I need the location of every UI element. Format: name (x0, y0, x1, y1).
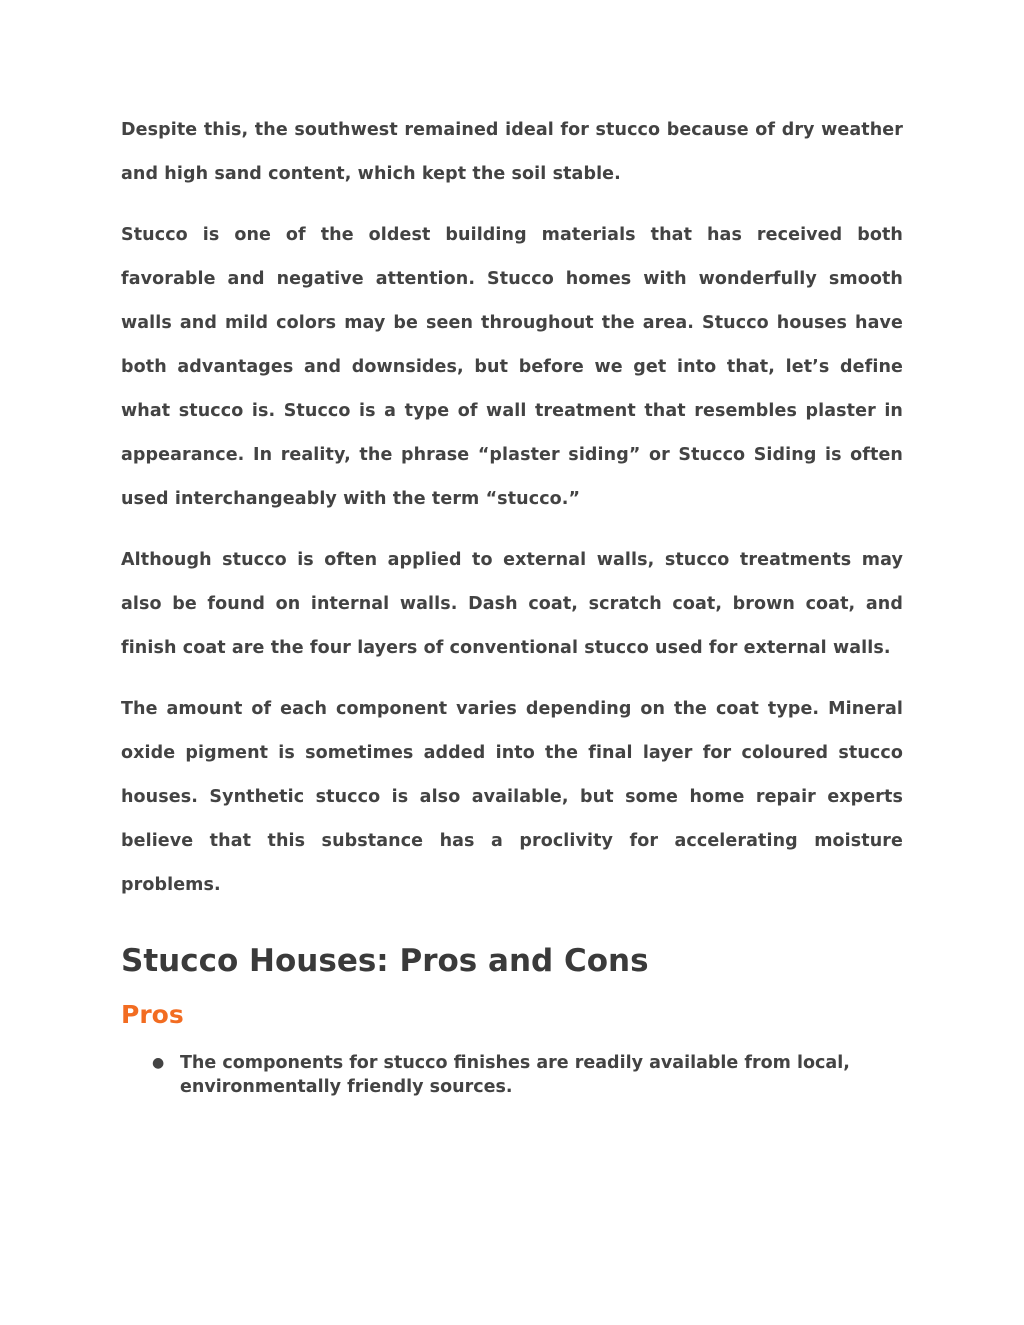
section-heading: Stucco Houses: Pros and Cons (121, 943, 649, 979)
list-item (152, 1051, 903, 1099)
paragraph-2: Stucco is one of the oldest building materials that has received both favorable and negative attention. Stucco homes with wonderfully smooth walls and mild colors may be seen throughout the area. Stucco houses have both advantages and downsides, but before we get into that, let’s define what stucco is. Stucco is a type of wall treatment that resembles plaster in appearance. In reality, the phrase “plaster siding” or Stucco Siding is often used interchangeably with the term “stucco.” (121, 225, 903, 509)
paragraph-4: The amount of each component varies depending on the coat type. Mineral oxide pigment is sometimes added into the final layer for coloured stucco houses. Synthetic stucco is also available, but some home repair experts believe that this substance has a proclivity for accelerating moisture problems. (121, 699, 903, 895)
paragraph-3: Although stucco is often applied to external walls, stucco treatments may also be found on internal walls. Dash coat, scratch coat, brown coat, and finish coat are the four layers of conventional stucco used for external walls. (121, 550, 903, 658)
paragraph-1: Despite this, the southwest remained ideal for stucco because of dry weather and high sand content, which kept the soil stable. (121, 120, 903, 184)
document-page (121, 108, 903, 1099)
pros-subheading: Pros (121, 1000, 184, 1029)
list-item-text: The components for stucco finishes are readily available from local, environmentally friendly sources. (180, 1053, 850, 1097)
pros-list (121, 1051, 903, 1099)
bullet-icon: ● (152, 1055, 165, 1071)
